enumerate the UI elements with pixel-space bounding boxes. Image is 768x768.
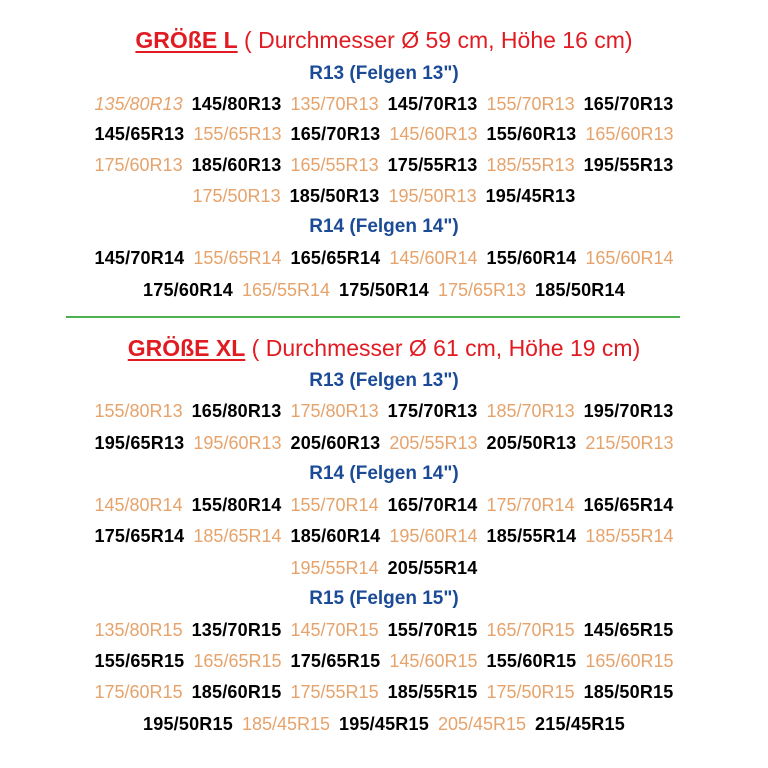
size-row [0, 184, 768, 208]
tire-size: 185/50R13 [289, 186, 380, 206]
tire-size: 145/70R13 [387, 94, 478, 114]
tire-size: 175/65R15 [290, 651, 381, 671]
tire-size: 165/80R13 [191, 401, 282, 421]
tire-size: 185/60R13 [191, 155, 282, 175]
size-row [0, 399, 768, 423]
tire-size: 185/50R15 [583, 682, 674, 702]
tire-size: 175/55R13 [387, 155, 478, 175]
tire-size: 155/60R14 [486, 248, 577, 268]
size-row [0, 92, 768, 116]
tire-size: 165/60R14 [585, 248, 674, 268]
tire-size: 185/45R15 [241, 714, 331, 734]
tire-size: 185/65R14 [193, 526, 282, 546]
tire-size: 175/50R13 [192, 186, 281, 206]
tire-size: 205/55R13 [389, 433, 478, 453]
tire-size: 205/55R14 [387, 558, 478, 578]
tire-size: 165/55R14 [241, 280, 331, 300]
tire-size: 165/55R13 [290, 155, 379, 175]
size-description: ( Durchmesser Ø 59 cm, Höhe 16 cm) [237, 27, 633, 53]
size-row [0, 680, 768, 704]
tire-size: 145/70R15 [290, 620, 379, 640]
size-row [0, 649, 768, 673]
tire-size: 175/65R13 [437, 280, 527, 300]
tire-size: 145/80R13 [191, 94, 282, 114]
tire-size: 155/70R15 [387, 620, 478, 640]
tire-size: 195/55R14 [290, 558, 379, 578]
tire-size: 145/70R14 [94, 248, 185, 268]
rim-heading-r13: R13 (Felgen 13") [309, 63, 459, 84]
tire-size: 175/50R14 [339, 280, 429, 300]
tire-size: 155/80R14 [191, 495, 282, 515]
tire-size: 145/60R15 [389, 651, 478, 671]
tire-size: 215/50R13 [585, 433, 674, 453]
size-row [0, 122, 768, 146]
size-label: GRÖßE L [135, 27, 238, 53]
tire-size: 155/65R13 [193, 124, 282, 144]
tire-size: 145/60R13 [389, 124, 478, 144]
tire-size: 135/80R13 [94, 94, 183, 114]
size-description: ( Durchmesser Ø 61 cm, Höhe 19 cm) [245, 335, 641, 361]
size-row [0, 246, 768, 270]
tire-size: 185/55R14 [486, 526, 577, 546]
tire-size: 175/55R15 [290, 682, 379, 702]
rim-heading-r13: R13 (Felgen 13") [309, 370, 459, 391]
tire-size: 145/65R15 [583, 620, 674, 640]
tire-size: 155/80R13 [94, 401, 183, 421]
tire-size: 155/65R15 [94, 651, 185, 671]
size-row [0, 618, 768, 642]
tire-size: 195/60R13 [193, 433, 282, 453]
tire-size: 155/60R15 [486, 651, 577, 671]
size-row [0, 153, 768, 177]
tire-size: 165/70R13 [290, 124, 381, 144]
tire-size: 185/55R13 [486, 155, 575, 175]
tire-size: 175/70R14 [486, 495, 575, 515]
tire-size: 175/60R13 [94, 155, 183, 175]
tire-size: 175/65R14 [94, 526, 185, 546]
tire-size: 195/45R13 [485, 186, 576, 206]
tire-size: 185/60R14 [290, 526, 381, 546]
size-row [0, 431, 768, 455]
tire-size: 165/70R13 [583, 94, 674, 114]
size-row [0, 524, 768, 548]
tire-size: 205/45R15 [437, 714, 527, 734]
tire-size: 195/50R15 [143, 714, 233, 734]
rim-heading-r14: R14 (Felgen 14") [309, 216, 459, 237]
tire-size: 195/60R14 [389, 526, 478, 546]
size-row [0, 278, 768, 302]
tire-size: 175/50R15 [486, 682, 575, 702]
tire-size: 185/55R15 [387, 682, 478, 702]
tire-size: 205/50R13 [486, 433, 577, 453]
tire-size: 175/70R13 [387, 401, 478, 421]
tire-size: 205/60R13 [290, 433, 381, 453]
tire-size: 145/60R14 [389, 248, 478, 268]
tire-size: 165/70R15 [486, 620, 575, 640]
section-divider [66, 316, 680, 318]
tire-size: 165/65R14 [583, 495, 674, 515]
section-xl-heading [0, 334, 768, 362]
tire-size: 145/80R14 [94, 495, 183, 515]
tire-size: 155/70R13 [486, 94, 575, 114]
tire-size: 135/80R15 [94, 620, 183, 640]
tire-size: 155/65R14 [193, 248, 282, 268]
tire-size: 195/45R15 [339, 714, 429, 734]
section-l-heading [0, 26, 768, 54]
tire-size: 195/55R13 [583, 155, 674, 175]
tire-size: 165/65R14 [290, 248, 381, 268]
tire-size: 155/60R13 [486, 124, 577, 144]
tire-size: 145/65R13 [94, 124, 185, 144]
tire-size: 175/60R14 [143, 280, 233, 300]
rim-heading-r14: R14 (Felgen 14") [309, 463, 459, 484]
tire-size: 185/70R13 [486, 401, 575, 421]
tire-size: 155/70R14 [290, 495, 379, 515]
tire-size: 165/60R15 [585, 651, 674, 671]
tire-size: 215/45R15 [535, 714, 625, 734]
size-row [0, 556, 768, 580]
tire-size: 185/60R15 [191, 682, 282, 702]
rim-heading-r15: R15 (Felgen 15") [309, 588, 459, 609]
tire-size: 175/60R15 [94, 682, 183, 702]
size-row [0, 712, 768, 736]
tire-size: 195/50R13 [388, 186, 477, 206]
tire-size: 175/80R13 [290, 401, 379, 421]
size-row [0, 493, 768, 517]
tire-size: 185/55R14 [585, 526, 674, 546]
tire-size: 195/65R13 [94, 433, 185, 453]
tire-size: 165/70R14 [387, 495, 478, 515]
tire-size: 195/70R13 [583, 401, 674, 421]
size-label: GRÖßE XL [127, 335, 246, 361]
tire-size: 135/70R15 [191, 620, 282, 640]
tire-size: 165/65R15 [193, 651, 282, 671]
tire-size: 135/70R13 [290, 94, 379, 114]
tire-size: 185/50R14 [535, 280, 625, 300]
tire-size: 165/60R13 [585, 124, 674, 144]
